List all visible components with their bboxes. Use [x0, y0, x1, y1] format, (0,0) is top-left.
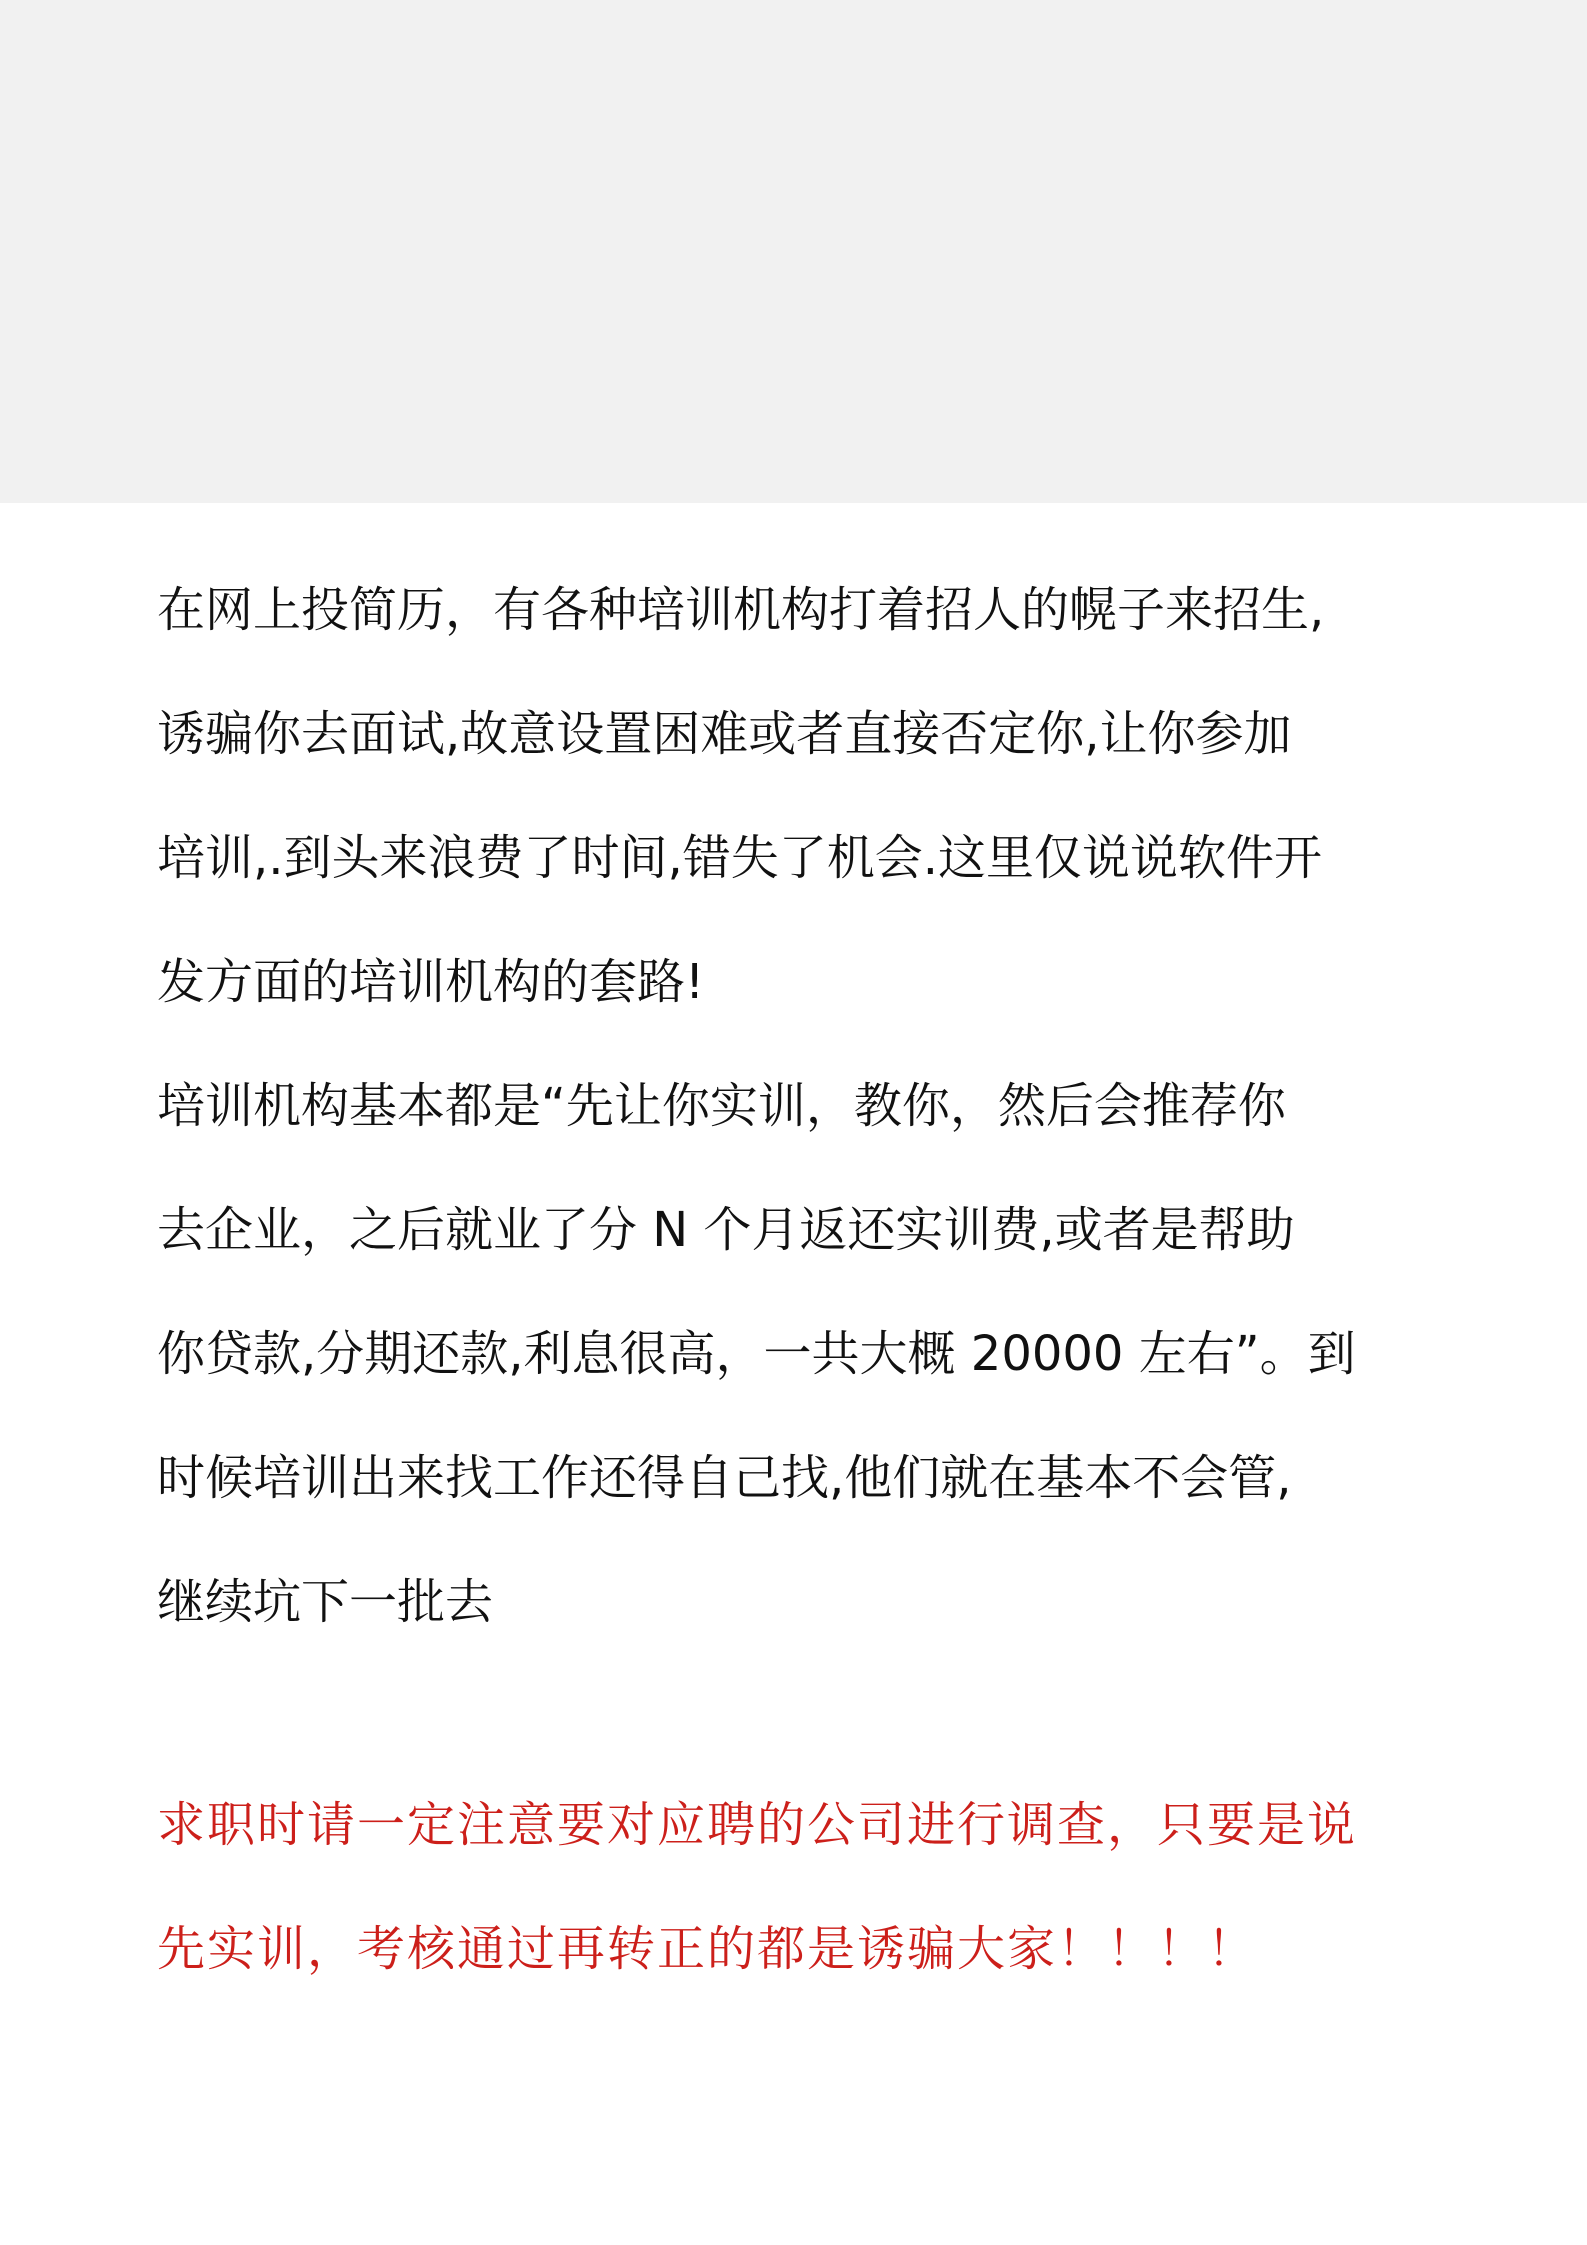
top-gray-band	[0, 0, 1587, 503]
text-line: 发方面的培训机构的套路!	[157, 954, 705, 1010]
paragraph-training-scheme	[157, 1056, 1439, 1676]
article-body	[157, 560, 1439, 1676]
text-line: 在网上投简历，有各种培训机构打着招人的幌子来招生,	[157, 582, 1325, 638]
warning-paragraph	[157, 1775, 1439, 2023]
text-line: 培训,.到头来浪费了时间,错失了机会.这里仅说说软件开	[157, 830, 1323, 886]
text-line: 培训机构基本都是“先让你实训，教你，然后会推荐你	[157, 1078, 1286, 1134]
warning-line: 求职时请一定注意要对应聘的公司进行调查，只要是说	[157, 1797, 1358, 1853]
text-line: 你贷款,分期还款,利息很高，一共大概 20000 左右”。到	[157, 1326, 1356, 1382]
paragraph-intro	[157, 560, 1439, 1056]
warning-line: 先实训，考核通过再转正的都是诱骗大家！！！！	[157, 1921, 1258, 1977]
text-line: 时候培训出来找工作还得自己找,他们就在基本不会管,	[157, 1450, 1292, 1506]
text-line: 继续坑下一批去	[157, 1574, 494, 1630]
text-line: 去企业，之后就业了分 N 个月返还实训费,或者是帮助	[157, 1202, 1295, 1258]
text-line: 诱骗你去面试,故意设置困难或者直接否定你,让你参加	[157, 706, 1292, 762]
